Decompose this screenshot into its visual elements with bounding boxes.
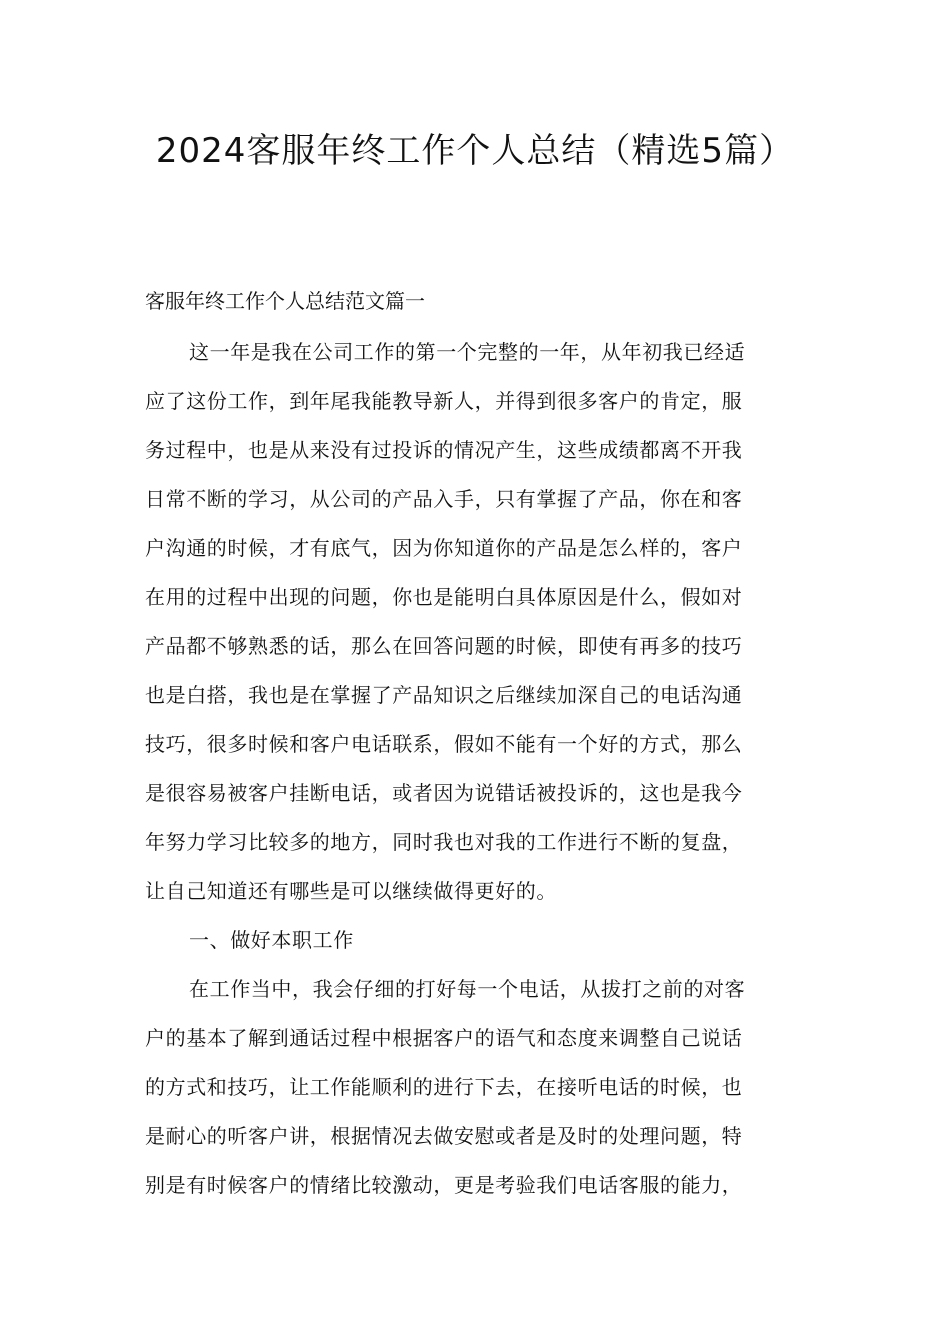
paragraph-line: 让自己知道还有哪些是可以继续做得更好的。 [145, 879, 557, 903]
paragraph-line: 技巧，很多时候和客户电话联系，假如不能有一个好的方式，那么 [145, 732, 743, 756]
paragraph-line: 是很容易被客户挂断电话，或者因为说错话被投诉的，这也是我今 [145, 781, 743, 805]
section-heading: 客服年终工作个人总结范文篇一 [145, 289, 425, 313]
document-title: 2024客服年终工作个人总结（精选5篇） [155, 131, 795, 171]
paragraph-line: 的方式和技巧，让工作能顺利的进行下去，在接听电话的时候，也 [145, 1075, 743, 1099]
paragraph-line: 在用的过程中出现的问题，你也是能明白具体原因是什么，假如对 [145, 585, 743, 609]
paragraph-line: 户沟通的时候，才有底气，因为你知道你的产品是怎么样的，客户 [145, 536, 743, 560]
paragraph-line: 户的基本了解到通话过程中根据客户的语气和态度来调整自己说话 [145, 1026, 743, 1050]
paragraph-line: 务过程中，也是从来没有过投诉的情况产生，这些成绩都离不开我 [145, 438, 743, 462]
paragraph-line: 这一年是我在公司工作的第一个完整的一年，从年初我已经适 [189, 340, 746, 364]
paragraph-line: 日常不断的学习，从公司的产品入手，只有掌握了产品，你在和客 [145, 487, 743, 511]
paragraph-line: 产品都不够熟悉的话，那么在回答问题的时候，即使有再多的技巧 [145, 634, 743, 658]
paragraph-line: 在工作当中，我会仔细的打好每一个电话，从拔打之前的对客 [189, 977, 746, 1001]
paragraph-line: 是耐心的听客户讲，根据情况去做安慰或者是及时的处理问题，特 [145, 1124, 743, 1148]
paragraph-line: 别是有时候客户的情绪比较激动，更是考验我们电话客服的能力， [145, 1173, 743, 1197]
item-heading: 一、做好本职工作 [189, 928, 354, 952]
paragraph-line: 也是白搭，我也是在掌握了产品知识之后继续加深自己的电话沟通 [145, 683, 743, 707]
paragraph-line: 应了这份工作，到年尾我能教导新人，并得到很多客户的肯定，服 [145, 389, 743, 413]
paragraph-line: 年努力学习比较多的地方，同时我也对我的工作进行不断的复盘， [145, 830, 743, 854]
